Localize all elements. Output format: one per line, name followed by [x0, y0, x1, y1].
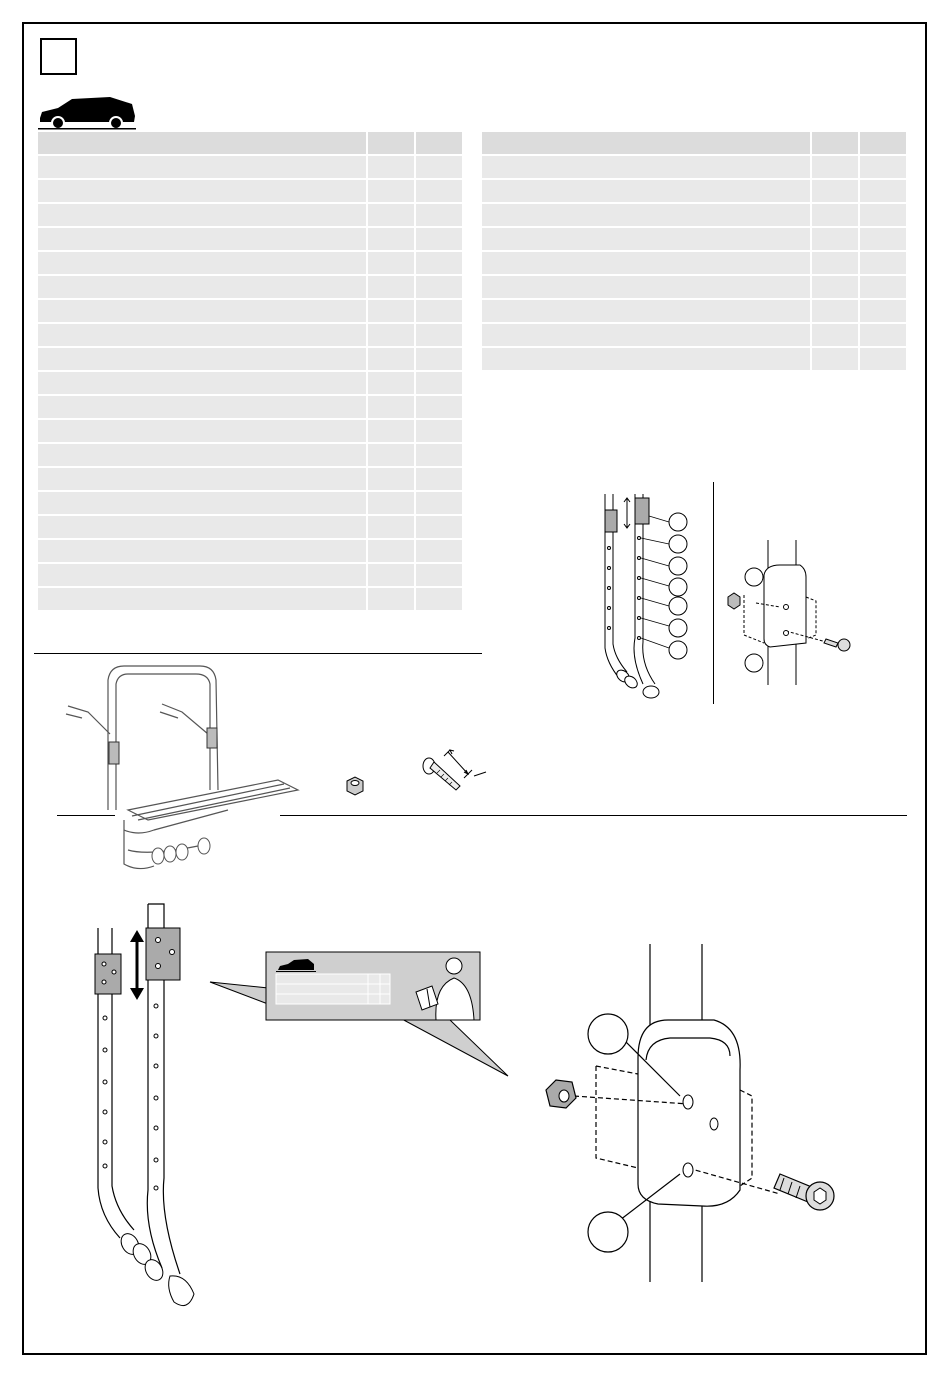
vehicle-fit-table-right: [482, 132, 908, 372]
table-cell: [38, 468, 368, 492]
table-row: [38, 396, 464, 420]
table-cell: [812, 156, 860, 180]
table-row: [482, 276, 908, 300]
table-cell: [482, 276, 812, 300]
table-cell: [38, 348, 368, 372]
table-row: [38, 540, 464, 564]
table-cell: [416, 348, 464, 372]
table-cell: [416, 300, 464, 324]
table-cell: [416, 540, 464, 564]
table-cell: [368, 372, 416, 396]
table-cell: [812, 132, 860, 156]
table-row: [482, 156, 908, 180]
table-cell: [38, 180, 368, 204]
table-cell: [368, 420, 416, 444]
table-cell: [416, 204, 464, 228]
table-cell: [416, 372, 464, 396]
table-row: [38, 564, 464, 588]
table-cell: [416, 276, 464, 300]
table-cell: [860, 228, 908, 252]
table-cell: [812, 180, 860, 204]
bolt-icon: [420, 748, 490, 798]
table-cell: [812, 276, 860, 300]
table-cell: [416, 420, 464, 444]
table-cell: [416, 564, 464, 588]
table-row: [38, 516, 464, 540]
table-cell: [860, 180, 908, 204]
table-cell: [812, 300, 860, 324]
table-row: [38, 132, 464, 156]
table-cell: [38, 324, 368, 348]
table-cell: [482, 324, 812, 348]
table-cell: [38, 228, 368, 252]
table-cell: [368, 348, 416, 372]
table-row: [38, 372, 464, 396]
table-cell: [416, 396, 464, 420]
callout-reference-panel: [210, 950, 510, 1080]
table-cell: [812, 252, 860, 276]
table-cell: [368, 300, 416, 324]
table-row: [482, 132, 908, 156]
hex-bolt-icon: [774, 1174, 834, 1210]
nut-icon: [344, 775, 366, 797]
table-cell: [38, 492, 368, 516]
table-cell: [38, 276, 368, 300]
table-row: [38, 588, 464, 612]
table-cell: [38, 420, 368, 444]
step-number-box: [40, 38, 77, 75]
table-cell: [368, 156, 416, 180]
small-diagram-divider: [713, 482, 714, 704]
table-cell: [860, 324, 908, 348]
table-cell: [368, 468, 416, 492]
table-cell: [368, 276, 416, 300]
table-row: [482, 324, 908, 348]
table-cell: [812, 228, 860, 252]
table-row: [38, 348, 464, 372]
small-bracket-diagram: [720, 535, 860, 695]
table-cell: [860, 156, 908, 180]
table-cell: [38, 300, 368, 324]
table-row: [482, 228, 908, 252]
table-cell: [38, 564, 368, 588]
table-row: [38, 252, 464, 276]
table-cell: [38, 540, 368, 564]
table-row: [482, 180, 908, 204]
table-row: [38, 228, 464, 252]
table-cell: [368, 564, 416, 588]
large-adjustment-diagram: [90, 898, 220, 1318]
table-cell: [482, 348, 812, 372]
table-row: [38, 444, 464, 468]
table-cell: [38, 372, 368, 396]
table-cell: [368, 516, 416, 540]
table-cell: [38, 252, 368, 276]
table-cell: [416, 468, 464, 492]
table-cell: [368, 132, 416, 156]
table-cell: [416, 156, 464, 180]
table-cell: [416, 228, 464, 252]
table-cell: [38, 132, 368, 156]
table-cell: [38, 396, 368, 420]
table-cell: [860, 300, 908, 324]
table-row: [38, 492, 464, 516]
table-cell: [368, 180, 416, 204]
table-row: [38, 300, 464, 324]
table-cell: [368, 492, 416, 516]
table-cell: [416, 444, 464, 468]
hex-nut-icon: [546, 1080, 576, 1108]
table-cell: [416, 516, 464, 540]
table-row: [38, 180, 464, 204]
table-cell: [482, 156, 812, 180]
table-cell: [416, 132, 464, 156]
table-row: [38, 276, 464, 300]
table-cell: [482, 228, 812, 252]
table-cell: [416, 180, 464, 204]
table-row: [482, 348, 908, 372]
table-cell: [368, 396, 416, 420]
table-row: [482, 252, 908, 276]
table-cell: [812, 348, 860, 372]
table-cell: [416, 324, 464, 348]
table-cell: [482, 252, 812, 276]
table-cell: [38, 588, 368, 612]
table-cell: [38, 204, 368, 228]
car-hatchback-icon: [38, 94, 138, 130]
table-row: [482, 204, 908, 228]
table-cell: [38, 156, 368, 180]
table-cell: [416, 588, 464, 612]
table-cell: [416, 492, 464, 516]
table-row: [38, 156, 464, 180]
table-cell: [368, 588, 416, 612]
table-cell: [38, 516, 368, 540]
bike-carrier-overview-diagram: [58, 660, 308, 885]
table-cell: [482, 204, 812, 228]
table-cell: [860, 204, 908, 228]
table-row: [38, 468, 464, 492]
small-adjustment-diagram: [595, 488, 705, 708]
table-cell: [368, 324, 416, 348]
table-cell: [860, 252, 908, 276]
table-cell: [482, 300, 812, 324]
table-cell: [368, 444, 416, 468]
section-divider-top: [34, 653, 482, 654]
table-row: [482, 300, 908, 324]
table-row: [38, 324, 464, 348]
vehicle-fit-table-left: [38, 132, 464, 612]
table-cell: [368, 540, 416, 564]
large-bracket-diagram: [530, 940, 850, 1290]
section-divider-bottom-right: [280, 815, 907, 816]
table-row: [38, 420, 464, 444]
table-row: [38, 204, 464, 228]
table-cell: [812, 204, 860, 228]
table-cell: [416, 252, 464, 276]
table-cell: [482, 180, 812, 204]
table-cell: [482, 132, 812, 156]
table-cell: [368, 204, 416, 228]
table-cell: [812, 324, 860, 348]
table-cell: [368, 228, 416, 252]
table-cell: [860, 132, 908, 156]
table-cell: [368, 252, 416, 276]
table-cell: [860, 276, 908, 300]
table-cell: [860, 348, 908, 372]
table-cell: [38, 444, 368, 468]
